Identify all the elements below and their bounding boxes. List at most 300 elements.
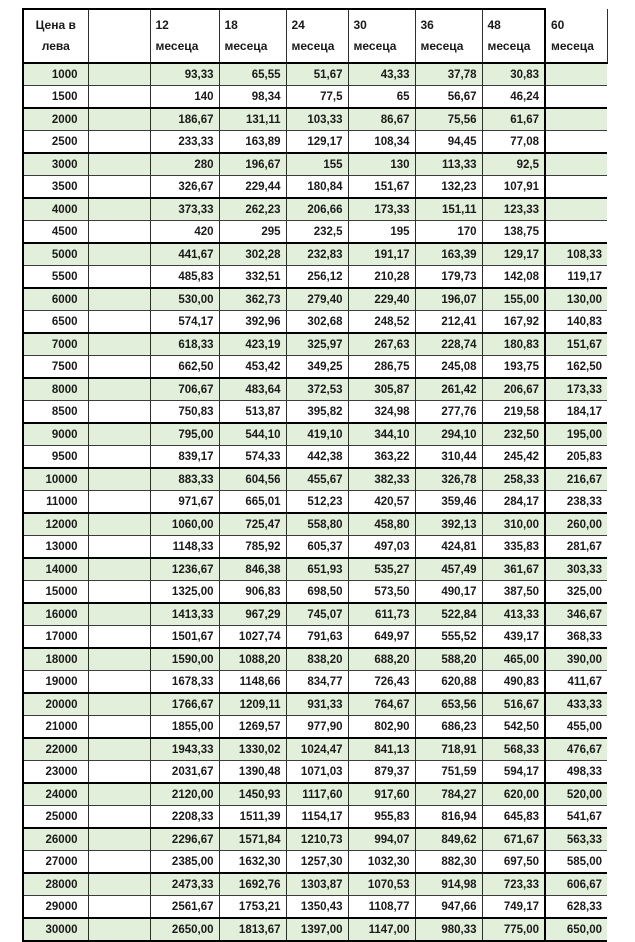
value-cell[interactable]: 212,41 [415, 311, 482, 334]
value-cell[interactable]: 280 [150, 153, 219, 176]
value-cell[interactable]: 1325,00 [150, 581, 219, 604]
value-cell[interactable]: 256,12 [286, 266, 348, 289]
value-cell[interactable]: 1108,77 [348, 896, 415, 919]
value-cell[interactable]: 1390,48 [219, 761, 286, 784]
price-cell[interactable]: 5000 [23, 243, 88, 266]
value-cell[interactable]: 245,42 [482, 446, 545, 469]
value-cell[interactable]: 653,56 [415, 693, 482, 716]
price-cell[interactable]: 22000 [23, 738, 88, 761]
value-cell[interactable]: 238,33 [545, 491, 607, 514]
value-cell[interactable]: 541,67 [545, 806, 607, 829]
value-cell[interactable]: 326,67 [150, 176, 219, 199]
value-cell[interactable]: 513,87 [219, 401, 286, 424]
value-cell[interactable]: 1501,67 [150, 626, 219, 649]
column-header-18-months[interactable] [219, 9, 286, 63]
value-cell[interactable]: 77,08 [482, 131, 545, 154]
empty-cell[interactable] [88, 513, 150, 536]
value-cell[interactable] [545, 153, 607, 176]
value-cell[interactable]: 671,67 [482, 828, 545, 851]
value-cell[interactable]: 390,00 [545, 648, 607, 671]
value-cell[interactable]: 332,51 [219, 266, 286, 289]
empty-cell[interactable] [88, 671, 150, 694]
value-cell[interactable]: 455,00 [545, 716, 607, 739]
value-cell[interactable]: 535,27 [348, 558, 415, 581]
value-cell[interactable]: 210,28 [348, 266, 415, 289]
value-cell[interactable]: 86,67 [348, 108, 415, 131]
value-cell[interactable]: 917,60 [348, 783, 415, 806]
value-cell[interactable]: 750,83 [150, 401, 219, 424]
value-cell[interactable]: 51,67 [286, 63, 348, 86]
value-cell[interactable] [545, 108, 607, 131]
value-cell[interactable]: 846,38 [219, 558, 286, 581]
value-cell[interactable]: 30,83 [482, 63, 545, 86]
value-cell[interactable] [545, 86, 607, 109]
price-cell[interactable]: 18000 [23, 648, 88, 671]
price-cell[interactable]: 30000 [23, 918, 88, 941]
empty-cell[interactable] [88, 828, 150, 851]
value-cell[interactable]: 490,83 [482, 671, 545, 694]
value-cell[interactable]: 2650,00 [150, 918, 219, 941]
value-cell[interactable]: 130,00 [545, 288, 607, 311]
value-cell[interactable]: 131,11 [219, 108, 286, 131]
empty-cell[interactable] [88, 401, 150, 424]
value-cell[interactable]: 697,50 [482, 851, 545, 874]
price-cell[interactable]: 14000 [23, 558, 88, 581]
price-cell[interactable]: 9500 [23, 446, 88, 469]
value-cell[interactable]: 155 [286, 153, 348, 176]
value-cell[interactable]: 2031,67 [150, 761, 219, 784]
empty-cell[interactable] [88, 761, 150, 784]
value-cell[interactable]: 186,67 [150, 108, 219, 131]
empty-cell[interactable] [88, 86, 150, 109]
value-cell[interactable]: 1692,76 [219, 873, 286, 896]
value-cell[interactable]: 1753,21 [219, 896, 286, 919]
value-cell[interactable]: 262,23 [219, 198, 286, 221]
value-cell[interactable]: 216,67 [545, 468, 607, 491]
value-cell[interactable]: 994,07 [348, 828, 415, 851]
price-cell[interactable]: 17000 [23, 626, 88, 649]
value-cell[interactable]: 206,66 [286, 198, 348, 221]
value-cell[interactable]: 373,33 [150, 198, 219, 221]
value-cell[interactable]: 1024,47 [286, 738, 348, 761]
value-cell[interactable]: 706,67 [150, 378, 219, 401]
value-cell[interactable]: 303,33 [545, 558, 607, 581]
value-cell[interactable]: 611,73 [348, 603, 415, 626]
value-cell[interactable]: 349,25 [286, 356, 348, 379]
value-cell[interactable]: 620,88 [415, 671, 482, 694]
value-cell[interactable]: 284,17 [482, 491, 545, 514]
value-cell[interactable]: 455,67 [286, 468, 348, 491]
empty-cell[interactable] [88, 221, 150, 244]
value-cell[interactable]: 1813,67 [219, 918, 286, 941]
value-cell[interactable]: 698,50 [286, 581, 348, 604]
price-cell[interactable]: 12000 [23, 513, 88, 536]
value-cell[interactable]: 605,37 [286, 536, 348, 559]
value-cell[interactable]: 424,81 [415, 536, 482, 559]
value-cell[interactable]: 628,33 [545, 896, 607, 919]
value-cell[interactable] [545, 63, 607, 86]
value-cell[interactable]: 107,91 [482, 176, 545, 199]
value-cell[interactable]: 785,92 [219, 536, 286, 559]
value-cell[interactable]: 723,33 [482, 873, 545, 896]
value-cell[interactable]: 310,00 [482, 513, 545, 536]
empty-cell[interactable] [88, 648, 150, 671]
value-cell[interactable]: 574,17 [150, 311, 219, 334]
value-cell[interactable]: 1209,11 [219, 693, 286, 716]
empty-cell[interactable] [88, 333, 150, 356]
value-cell[interactable]: 879,37 [348, 761, 415, 784]
value-cell[interactable]: 2385,00 [150, 851, 219, 874]
price-cell[interactable]: 5500 [23, 266, 88, 289]
value-cell[interactable]: 326,78 [415, 468, 482, 491]
price-cell[interactable]: 15000 [23, 581, 88, 604]
value-cell[interactable]: 568,33 [482, 738, 545, 761]
value-cell[interactable]: 232,50 [482, 423, 545, 446]
value-cell[interactable]: 258,33 [482, 468, 545, 491]
value-cell[interactable] [545, 198, 607, 221]
empty-header-cell[interactable] [88, 9, 150, 63]
value-cell[interactable]: 1571,84 [219, 828, 286, 851]
value-cell[interactable]: 971,67 [150, 491, 219, 514]
value-cell[interactable]: 1088,20 [219, 648, 286, 671]
value-cell[interactable]: 113,33 [415, 153, 482, 176]
price-cell[interactable]: 10000 [23, 468, 88, 491]
value-cell[interactable]: 362,73 [219, 288, 286, 311]
value-cell[interactable]: 594,17 [482, 761, 545, 784]
price-cell[interactable]: 3000 [23, 153, 88, 176]
value-cell[interactable]: 382,33 [348, 468, 415, 491]
value-cell[interactable]: 163,39 [415, 243, 482, 266]
value-cell[interactable]: 229,44 [219, 176, 286, 199]
value-cell[interactable]: 173,33 [545, 378, 607, 401]
value-cell[interactable]: 232,5 [286, 221, 348, 244]
value-cell[interactable]: 662,50 [150, 356, 219, 379]
value-cell[interactable]: 834,77 [286, 671, 348, 694]
price-cell[interactable]: 1000 [23, 63, 88, 86]
value-cell[interactable]: 413,33 [482, 603, 545, 626]
empty-cell[interactable] [88, 851, 150, 874]
value-cell[interactable]: 361,67 [482, 558, 545, 581]
value-cell[interactable]: 261,42 [415, 378, 482, 401]
value-cell[interactable]: 260,00 [545, 513, 607, 536]
value-cell[interactable]: 1632,30 [219, 851, 286, 874]
value-cell[interactable]: 180,83 [482, 333, 545, 356]
value-cell[interactable]: 420,57 [348, 491, 415, 514]
value-cell[interactable]: 162,50 [545, 356, 607, 379]
value-cell[interactable]: 130 [348, 153, 415, 176]
value-cell[interactable]: 1397,00 [286, 918, 348, 941]
value-cell[interactable] [545, 176, 607, 199]
value-cell[interactable]: 392,96 [219, 311, 286, 334]
price-cell[interactable]: 4500 [23, 221, 88, 244]
value-cell[interactable]: 441,67 [150, 243, 219, 266]
value-cell[interactable]: 1148,33 [150, 536, 219, 559]
value-cell[interactable]: 849,62 [415, 828, 482, 851]
value-cell[interactable]: 37,78 [415, 63, 482, 86]
value-cell[interactable]: 1210,73 [286, 828, 348, 851]
value-cell[interactable]: 483,64 [219, 378, 286, 401]
column-header-48-months[interactable] [482, 9, 545, 63]
value-cell[interactable]: 142,08 [482, 266, 545, 289]
price-cell[interactable]: 8500 [23, 401, 88, 424]
price-cell[interactable]: 29000 [23, 896, 88, 919]
value-cell[interactable]: 43,33 [348, 63, 415, 86]
price-cell[interactable]: 6500 [23, 311, 88, 334]
value-cell[interactable]: 558,80 [286, 513, 348, 536]
value-cell[interactable]: 281,67 [545, 536, 607, 559]
value-cell[interactable]: 555,52 [415, 626, 482, 649]
value-cell[interactable]: 718,91 [415, 738, 482, 761]
value-cell[interactable]: 132,23 [415, 176, 482, 199]
value-cell[interactable]: 585,00 [545, 851, 607, 874]
price-cell[interactable]: 7500 [23, 356, 88, 379]
value-cell[interactable]: 324,98 [348, 401, 415, 424]
value-cell[interactable]: 392,13 [415, 513, 482, 536]
value-cell[interactable]: 512,23 [286, 491, 348, 514]
value-cell[interactable]: 2561,67 [150, 896, 219, 919]
value-cell[interactable]: 2473,33 [150, 873, 219, 896]
value-cell[interactable]: 1413,33 [150, 603, 219, 626]
value-cell[interactable]: 2120,00 [150, 783, 219, 806]
price-cell[interactable]: 25000 [23, 806, 88, 829]
value-cell[interactable]: 248,52 [348, 311, 415, 334]
value-cell[interactable]: 173,33 [348, 198, 415, 221]
value-cell[interactable]: 651,93 [286, 558, 348, 581]
value-cell[interactable]: 906,83 [219, 581, 286, 604]
value-cell[interactable]: 359,46 [415, 491, 482, 514]
price-cell[interactable]: 13000 [23, 536, 88, 559]
value-cell[interactable]: 368,33 [545, 626, 607, 649]
price-cell[interactable]: 26000 [23, 828, 88, 851]
value-cell[interactable]: 1070,53 [348, 873, 415, 896]
value-cell[interactable]: 196,07 [415, 288, 482, 311]
value-cell[interactable]: 387,50 [482, 581, 545, 604]
value-cell[interactable]: 302,28 [219, 243, 286, 266]
value-cell[interactable]: 795,00 [150, 423, 219, 446]
value-cell[interactable]: 423,19 [219, 333, 286, 356]
price-cell[interactable]: 6000 [23, 288, 88, 311]
value-cell[interactable]: 745,07 [286, 603, 348, 626]
value-cell[interactable]: 228,74 [415, 333, 482, 356]
empty-cell[interactable] [88, 176, 150, 199]
value-cell[interactable]: 688,20 [348, 648, 415, 671]
value-cell[interactable]: 363,22 [348, 446, 415, 469]
value-cell[interactable]: 530,00 [150, 288, 219, 311]
value-cell[interactable]: 196,67 [219, 153, 286, 176]
value-cell[interactable]: 103,33 [286, 108, 348, 131]
column-header-36-months[interactable] [415, 9, 482, 63]
value-cell[interactable]: 649,97 [348, 626, 415, 649]
price-cell[interactable]: 19000 [23, 671, 88, 694]
value-cell[interactable]: 980,33 [415, 918, 482, 941]
empty-cell[interactable] [88, 243, 150, 266]
price-cell[interactable]: 9000 [23, 423, 88, 446]
empty-cell[interactable] [88, 581, 150, 604]
value-cell[interactable]: 465,00 [482, 648, 545, 671]
value-cell[interactable]: 1511,39 [219, 806, 286, 829]
value-cell[interactable]: 490,17 [415, 581, 482, 604]
value-cell[interactable]: 686,23 [415, 716, 482, 739]
value-cell[interactable]: 305,87 [348, 378, 415, 401]
value-cell[interactable]: 838,20 [286, 648, 348, 671]
value-cell[interactable]: 749,17 [482, 896, 545, 919]
value-cell[interactable]: 191,17 [348, 243, 415, 266]
value-cell[interactable]: 286,75 [348, 356, 415, 379]
value-cell[interactable]: 1303,87 [286, 873, 348, 896]
empty-cell[interactable] [88, 356, 150, 379]
value-cell[interactable]: 497,03 [348, 536, 415, 559]
value-cell[interactable]: 93,33 [150, 63, 219, 86]
value-cell[interactable]: 219,58 [482, 401, 545, 424]
value-cell[interactable]: 420 [150, 221, 219, 244]
column-header-30-months[interactable] [348, 9, 415, 63]
value-cell[interactable]: 94,45 [415, 131, 482, 154]
value-cell[interactable]: 498,33 [545, 761, 607, 784]
value-cell[interactable] [545, 131, 607, 154]
value-cell[interactable]: 573,50 [348, 581, 415, 604]
empty-cell[interactable] [88, 626, 150, 649]
value-cell[interactable]: 725,47 [219, 513, 286, 536]
value-cell[interactable]: 2296,67 [150, 828, 219, 851]
value-cell[interactable]: 180,84 [286, 176, 348, 199]
empty-cell[interactable] [88, 153, 150, 176]
value-cell[interactable]: 1257,30 [286, 851, 348, 874]
price-column-header[interactable] [23, 9, 88, 63]
value-cell[interactable]: 372,53 [286, 378, 348, 401]
empty-cell[interactable] [88, 873, 150, 896]
price-cell[interactable]: 3500 [23, 176, 88, 199]
value-cell[interactable]: 123,33 [482, 198, 545, 221]
price-cell[interactable]: 24000 [23, 783, 88, 806]
value-cell[interactable]: 233,33 [150, 131, 219, 154]
value-cell[interactable]: 310,44 [415, 446, 482, 469]
value-cell[interactable]: 65 [348, 86, 415, 109]
empty-cell[interactable] [88, 378, 150, 401]
price-cell[interactable]: 23000 [23, 761, 88, 784]
price-cell[interactable]: 16000 [23, 603, 88, 626]
column-header-60-months[interactable] [545, 9, 607, 63]
value-cell[interactable]: 520,00 [545, 783, 607, 806]
value-cell[interactable]: 751,59 [415, 761, 482, 784]
value-cell[interactable]: 1148,66 [219, 671, 286, 694]
empty-cell[interactable] [88, 468, 150, 491]
value-cell[interactable]: 245,08 [415, 356, 482, 379]
value-cell[interactable]: 955,83 [348, 806, 415, 829]
empty-cell[interactable] [88, 423, 150, 446]
value-cell[interactable]: 163,89 [219, 131, 286, 154]
empty-cell[interactable] [88, 288, 150, 311]
empty-cell[interactable] [88, 896, 150, 919]
value-cell[interactable]: 46,24 [482, 86, 545, 109]
value-cell[interactable]: 155,00 [482, 288, 545, 311]
price-cell[interactable]: 27000 [23, 851, 88, 874]
value-cell[interactable]: 650,00 [545, 918, 607, 941]
value-cell[interactable]: 108,34 [348, 131, 415, 154]
value-cell[interactable]: 205,83 [545, 446, 607, 469]
value-cell[interactable]: 195,00 [545, 423, 607, 446]
price-cell[interactable]: 20000 [23, 693, 88, 716]
value-cell[interactable]: 140,83 [545, 311, 607, 334]
value-cell[interactable]: 195 [348, 221, 415, 244]
value-cell[interactable]: 914,98 [415, 873, 482, 896]
empty-cell[interactable] [88, 693, 150, 716]
value-cell[interactable]: 138,75 [482, 221, 545, 244]
value-cell[interactable]: 77,5 [286, 86, 348, 109]
value-cell[interactable]: 140 [150, 86, 219, 109]
value-cell[interactable]: 1350,43 [286, 896, 348, 919]
empty-cell[interactable] [88, 806, 150, 829]
price-cell[interactable]: 11000 [23, 491, 88, 514]
value-cell[interactable]: 56,67 [415, 86, 482, 109]
price-cell[interactable]: 28000 [23, 873, 88, 896]
value-cell[interactable]: 883,33 [150, 468, 219, 491]
value-cell[interactable]: 442,38 [286, 446, 348, 469]
value-cell[interactable]: 411,67 [545, 671, 607, 694]
value-cell[interactable]: 967,29 [219, 603, 286, 626]
value-cell[interactable]: 1071,03 [286, 761, 348, 784]
empty-cell[interactable] [88, 783, 150, 806]
value-cell[interactable]: 604,56 [219, 468, 286, 491]
value-cell[interactable]: 344,10 [348, 423, 415, 446]
value-cell[interactable]: 325,97 [286, 333, 348, 356]
value-cell[interactable]: 620,00 [482, 783, 545, 806]
value-cell[interactable]: 775,00 [482, 918, 545, 941]
value-cell[interactable]: 1117,60 [286, 783, 348, 806]
column-header-24-months[interactable] [286, 9, 348, 63]
value-cell[interactable]: 841,13 [348, 738, 415, 761]
value-cell[interactable]: 92,5 [482, 153, 545, 176]
empty-cell[interactable] [88, 446, 150, 469]
value-cell[interactable]: 544,10 [219, 423, 286, 446]
empty-cell[interactable] [88, 108, 150, 131]
value-cell[interactable]: 232,83 [286, 243, 348, 266]
value-cell[interactable]: 98,34 [219, 86, 286, 109]
value-cell[interactable]: 119,17 [545, 266, 607, 289]
price-cell[interactable]: 4000 [23, 198, 88, 221]
value-cell[interactable]: 267,63 [348, 333, 415, 356]
value-cell[interactable]: 645,83 [482, 806, 545, 829]
empty-cell[interactable] [88, 738, 150, 761]
value-cell[interactable]: 764,67 [348, 693, 415, 716]
value-cell[interactable]: 294,10 [415, 423, 482, 446]
value-cell[interactable]: 476,67 [545, 738, 607, 761]
price-cell[interactable]: 2500 [23, 131, 88, 154]
value-cell[interactable]: 1032,30 [348, 851, 415, 874]
value-cell[interactable]: 1855,00 [150, 716, 219, 739]
value-cell[interactable]: 665,01 [219, 491, 286, 514]
value-cell[interactable]: 457,49 [415, 558, 482, 581]
value-cell[interactable]: 179,73 [415, 266, 482, 289]
value-cell[interactable]: 931,33 [286, 693, 348, 716]
value-cell[interactable]: 1766,67 [150, 693, 219, 716]
value-cell[interactable]: 802,90 [348, 716, 415, 739]
empty-cell[interactable] [88, 311, 150, 334]
value-cell[interactable]: 1678,33 [150, 671, 219, 694]
column-header-12-months[interactable] [150, 9, 219, 63]
empty-cell[interactable] [88, 918, 150, 941]
empty-cell[interactable] [88, 716, 150, 739]
value-cell[interactable]: 522,84 [415, 603, 482, 626]
value-cell[interactable]: 433,33 [545, 693, 607, 716]
price-cell[interactable]: 1500 [23, 86, 88, 109]
empty-cell[interactable] [88, 266, 150, 289]
value-cell[interactable]: 346,67 [545, 603, 607, 626]
value-cell[interactable]: 1943,33 [150, 738, 219, 761]
value-cell[interactable]: 61,67 [482, 108, 545, 131]
value-cell[interactable]: 129,17 [482, 243, 545, 266]
value-cell[interactable]: 151,11 [415, 198, 482, 221]
empty-cell[interactable] [88, 63, 150, 86]
